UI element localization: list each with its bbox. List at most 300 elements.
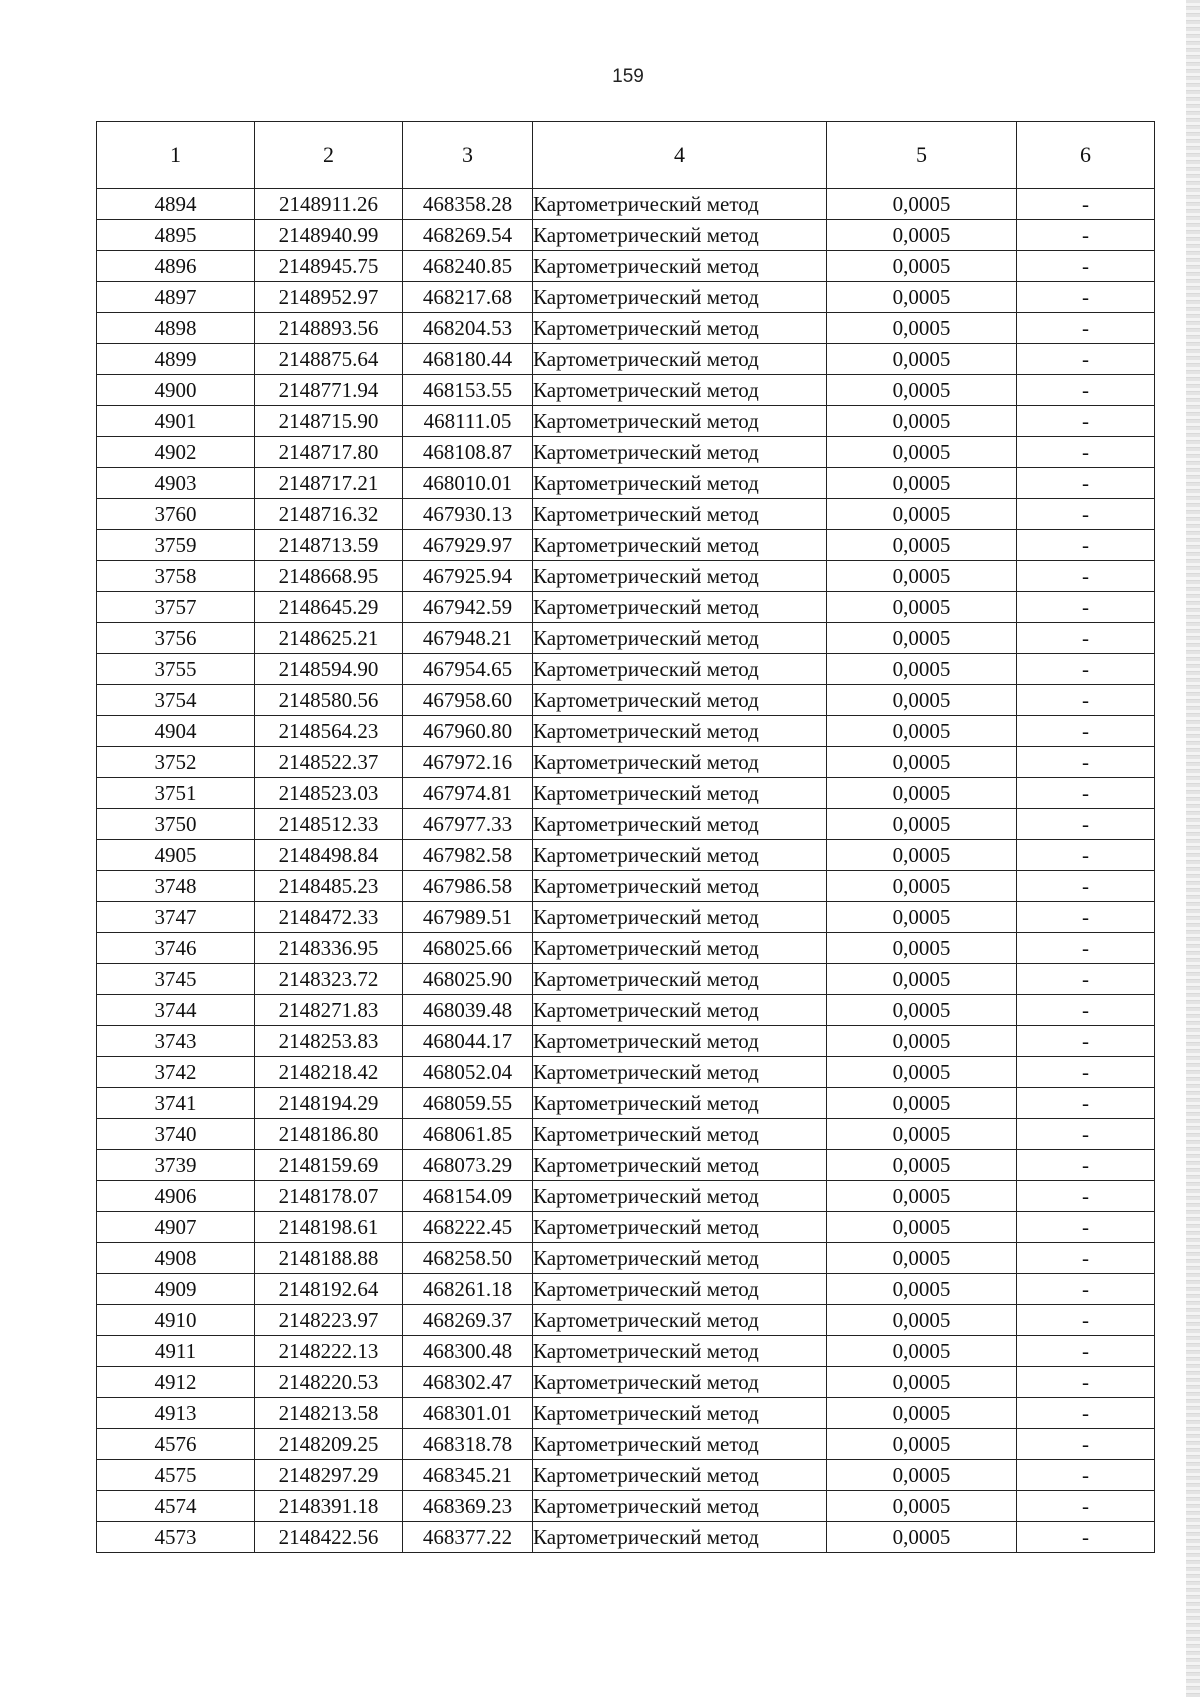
table-row — [97, 1026, 1155, 1057]
cell-point-number: 4898 — [97, 313, 255, 344]
cell-coordinate-x: 2148297.29 — [255, 1460, 403, 1491]
table-row — [97, 1274, 1155, 1305]
cell-point-number: 4905 — [97, 840, 255, 871]
cell-coordinate-y: 468073.29 — [403, 1150, 533, 1181]
cell-note: - — [1017, 1243, 1155, 1274]
cell-coordinate-y: 468039.48 — [403, 995, 533, 1026]
cell-coordinate-x: 2148188.88 — [255, 1243, 403, 1274]
cell-note: - — [1017, 1057, 1155, 1088]
cell-coordinate-x: 2148220.53 — [255, 1367, 403, 1398]
cell-method: Картометрический метод — [533, 1026, 827, 1057]
cell-note: - — [1017, 344, 1155, 375]
cell-point-number: 3747 — [97, 902, 255, 933]
table-row — [97, 1305, 1155, 1336]
cell-accuracy: 0,0005 — [827, 1212, 1017, 1243]
cell-method: Картометрический метод — [533, 1243, 827, 1274]
cell-coordinate-y: 468300.48 — [403, 1336, 533, 1367]
cell-accuracy: 0,0005 — [827, 313, 1017, 344]
cell-point-number: 3755 — [97, 654, 255, 685]
cell-method: Картометрический метод — [533, 747, 827, 778]
cell-point-number: 4903 — [97, 468, 255, 499]
cell-coordinate-x: 2148911.26 — [255, 189, 403, 220]
column-header-1: 1 — [97, 122, 255, 189]
cell-accuracy: 0,0005 — [827, 282, 1017, 313]
cell-method: Картометрический метод — [533, 1119, 827, 1150]
table-row — [97, 933, 1155, 964]
cell-accuracy: 0,0005 — [827, 375, 1017, 406]
table-row — [97, 747, 1155, 778]
cell-method: Картометрический метод — [533, 1429, 827, 1460]
cell-coordinate-y: 468377.22 — [403, 1522, 533, 1553]
cell-point-number: 4896 — [97, 251, 255, 282]
cell-point-number: 3756 — [97, 623, 255, 654]
cell-point-number: 4576 — [97, 1429, 255, 1460]
cell-accuracy: 0,0005 — [827, 1367, 1017, 1398]
table-row — [97, 282, 1155, 313]
cell-note: - — [1017, 561, 1155, 592]
cell-coordinate-y: 468010.01 — [403, 468, 533, 499]
cell-coordinate-x: 2148159.69 — [255, 1150, 403, 1181]
cell-coordinate-x: 2148668.95 — [255, 561, 403, 592]
scan-edge — [1186, 0, 1200, 1697]
table-row — [97, 1460, 1155, 1491]
cell-accuracy: 0,0005 — [827, 716, 1017, 747]
cell-coordinate-x: 2148186.80 — [255, 1119, 403, 1150]
cell-coordinate-y: 467948.21 — [403, 623, 533, 654]
cell-point-number: 3748 — [97, 871, 255, 902]
cell-note: - — [1017, 1398, 1155, 1429]
cell-note: - — [1017, 189, 1155, 220]
table-row — [97, 1088, 1155, 1119]
cell-accuracy: 0,0005 — [827, 1088, 1017, 1119]
cell-method: Картометрический метод — [533, 995, 827, 1026]
cell-note: - — [1017, 809, 1155, 840]
cell-point-number: 3745 — [97, 964, 255, 995]
cell-note: - — [1017, 1119, 1155, 1150]
cell-accuracy: 0,0005 — [827, 561, 1017, 592]
cell-method: Картометрический метод — [533, 840, 827, 871]
cell-point-number: 3750 — [97, 809, 255, 840]
cell-coordinate-y: 467989.51 — [403, 902, 533, 933]
table-row — [97, 1491, 1155, 1522]
cell-point-number: 3752 — [97, 747, 255, 778]
table-row — [97, 313, 1155, 344]
column-header-3: 3 — [403, 122, 533, 189]
cell-accuracy: 0,0005 — [827, 964, 1017, 995]
cell-coordinate-y: 468180.44 — [403, 344, 533, 375]
table-row — [97, 1150, 1155, 1181]
cell-point-number: 3743 — [97, 1026, 255, 1057]
cell-coordinate-x: 2148223.97 — [255, 1305, 403, 1336]
cell-coordinate-y: 468301.01 — [403, 1398, 533, 1429]
cell-accuracy: 0,0005 — [827, 468, 1017, 499]
cell-coordinate-x: 2148717.80 — [255, 437, 403, 468]
cell-coordinate-y: 467977.33 — [403, 809, 533, 840]
cell-point-number: 3754 — [97, 685, 255, 716]
table-row — [97, 1429, 1155, 1460]
cell-coordinate-x: 2148198.61 — [255, 1212, 403, 1243]
cell-note: - — [1017, 778, 1155, 809]
cell-accuracy: 0,0005 — [827, 902, 1017, 933]
cell-method: Картометрический метод — [533, 1336, 827, 1367]
cell-note: - — [1017, 1429, 1155, 1460]
page-number: 159 — [612, 66, 644, 87]
cell-note: - — [1017, 1522, 1155, 1553]
cell-method: Картометрический метод — [533, 685, 827, 716]
cell-coordinate-y: 468108.87 — [403, 437, 533, 468]
cell-note: - — [1017, 1181, 1155, 1212]
cell-coordinate-x: 2148218.42 — [255, 1057, 403, 1088]
cell-accuracy: 0,0005 — [827, 995, 1017, 1026]
cell-coordinate-y: 467929.97 — [403, 530, 533, 561]
cell-accuracy: 0,0005 — [827, 778, 1017, 809]
cell-method: Картометрический метод — [533, 1305, 827, 1336]
cell-coordinate-x: 2148222.13 — [255, 1336, 403, 1367]
cell-point-number: 4904 — [97, 716, 255, 747]
cell-point-number: 4574 — [97, 1491, 255, 1522]
cell-point-number: 4899 — [97, 344, 255, 375]
cell-method: Картометрический метод — [533, 1181, 827, 1212]
cell-accuracy: 0,0005 — [827, 1336, 1017, 1367]
cell-coordinate-x: 2148715.90 — [255, 406, 403, 437]
cell-method: Картометрический метод — [533, 933, 827, 964]
cell-method: Картометрический метод — [533, 1491, 827, 1522]
cell-note: - — [1017, 282, 1155, 313]
cell-coordinate-x: 2148522.37 — [255, 747, 403, 778]
cell-accuracy: 0,0005 — [827, 1429, 1017, 1460]
table-row — [97, 1243, 1155, 1274]
cell-method: Картометрический метод — [533, 313, 827, 344]
cell-note: - — [1017, 530, 1155, 561]
table-row — [97, 871, 1155, 902]
cell-method: Картометрический метод — [533, 561, 827, 592]
cell-point-number: 4900 — [97, 375, 255, 406]
cell-note: - — [1017, 1460, 1155, 1491]
cell-method: Картометрический метод — [533, 1274, 827, 1305]
cell-note: - — [1017, 499, 1155, 530]
table-row — [97, 499, 1155, 530]
cell-method: Картометрический метод — [533, 1088, 827, 1119]
cell-method: Картометрический метод — [533, 1057, 827, 1088]
cell-point-number: 4894 — [97, 189, 255, 220]
cell-method: Картометрический метод — [533, 778, 827, 809]
cell-note: - — [1017, 220, 1155, 251]
cell-accuracy: 0,0005 — [827, 220, 1017, 251]
cell-point-number: 4902 — [97, 437, 255, 468]
cell-point-number: 4906 — [97, 1181, 255, 1212]
cell-accuracy: 0,0005 — [827, 406, 1017, 437]
table-body — [97, 189, 1155, 1553]
cell-coordinate-x: 2148512.33 — [255, 809, 403, 840]
table-row — [97, 468, 1155, 499]
cell-method: Картометрический метод — [533, 189, 827, 220]
cell-coordinate-x: 2148209.25 — [255, 1429, 403, 1460]
cell-note: - — [1017, 592, 1155, 623]
cell-note: - — [1017, 1305, 1155, 1336]
cell-note: - — [1017, 1150, 1155, 1181]
cell-note: - — [1017, 1367, 1155, 1398]
table-row — [97, 406, 1155, 437]
table-row — [97, 1398, 1155, 1429]
cell-note: - — [1017, 313, 1155, 344]
cell-accuracy: 0,0005 — [827, 1274, 1017, 1305]
cell-note: - — [1017, 251, 1155, 282]
cell-point-number: 4911 — [97, 1336, 255, 1367]
cell-coordinate-y: 468217.68 — [403, 282, 533, 313]
cell-note: - — [1017, 1274, 1155, 1305]
cell-coordinate-y: 467925.94 — [403, 561, 533, 592]
table-row — [97, 1119, 1155, 1150]
cell-coordinate-x: 2148625.21 — [255, 623, 403, 654]
table-row — [97, 251, 1155, 282]
cell-coordinate-x: 2148422.56 — [255, 1522, 403, 1553]
cell-coordinate-y: 468261.18 — [403, 1274, 533, 1305]
table-row — [97, 964, 1155, 995]
table-row — [97, 623, 1155, 654]
cell-coordinate-y: 467958.60 — [403, 685, 533, 716]
cell-coordinate-y: 468345.21 — [403, 1460, 533, 1491]
table-header-row — [97, 122, 1155, 189]
cell-point-number: 3759 — [97, 530, 255, 561]
cell-note: - — [1017, 995, 1155, 1026]
cell-point-number: 4909 — [97, 1274, 255, 1305]
cell-coordinate-y: 468153.55 — [403, 375, 533, 406]
cell-point-number: 4575 — [97, 1460, 255, 1491]
cell-method: Картометрический метод — [533, 809, 827, 840]
cell-coordinate-x: 2148713.59 — [255, 530, 403, 561]
cell-point-number: 3740 — [97, 1119, 255, 1150]
table-row — [97, 1181, 1155, 1212]
table-row — [97, 220, 1155, 251]
cell-accuracy: 0,0005 — [827, 933, 1017, 964]
column-header-4: 4 — [533, 122, 827, 189]
cell-coordinate-x: 2148716.32 — [255, 499, 403, 530]
cell-coordinate-y: 467942.59 — [403, 592, 533, 623]
cell-point-number: 3744 — [97, 995, 255, 1026]
cell-coordinate-y: 468369.23 — [403, 1491, 533, 1522]
cell-coordinate-y: 468258.50 — [403, 1243, 533, 1274]
cell-coordinate-y: 468269.54 — [403, 220, 533, 251]
cell-accuracy: 0,0005 — [827, 1243, 1017, 1274]
cell-coordinate-y: 468111.05 — [403, 406, 533, 437]
table-row — [97, 778, 1155, 809]
cell-coordinate-x: 2148192.64 — [255, 1274, 403, 1305]
cell-coordinate-x: 2148391.18 — [255, 1491, 403, 1522]
cell-point-number: 4910 — [97, 1305, 255, 1336]
cell-accuracy: 0,0005 — [827, 871, 1017, 902]
cell-coordinate-x: 2148645.29 — [255, 592, 403, 623]
cell-coordinate-y: 467930.13 — [403, 499, 533, 530]
cell-coordinate-x: 2148564.23 — [255, 716, 403, 747]
cell-point-number: 4573 — [97, 1522, 255, 1553]
cell-coordinate-x: 2148717.21 — [255, 468, 403, 499]
cell-coordinate-y: 468052.04 — [403, 1057, 533, 1088]
cell-accuracy: 0,0005 — [827, 437, 1017, 468]
cell-coordinate-x: 2148952.97 — [255, 282, 403, 313]
cell-point-number: 3741 — [97, 1088, 255, 1119]
cell-method: Картометрический метод — [533, 623, 827, 654]
cell-note: - — [1017, 623, 1155, 654]
cell-note: - — [1017, 468, 1155, 499]
cell-coordinate-x: 2148213.58 — [255, 1398, 403, 1429]
cell-note: - — [1017, 716, 1155, 747]
column-header-6: 6 — [1017, 122, 1155, 189]
cell-note: - — [1017, 964, 1155, 995]
cell-note: - — [1017, 375, 1155, 406]
cell-method: Картометрический метод — [533, 1522, 827, 1553]
cell-coordinate-x: 2148893.56 — [255, 313, 403, 344]
cell-accuracy: 0,0005 — [827, 592, 1017, 623]
table-row — [97, 1057, 1155, 1088]
table-row — [97, 840, 1155, 871]
cell-method: Картометрический метод — [533, 1460, 827, 1491]
cell-point-number: 4912 — [97, 1367, 255, 1398]
cell-method: Картометрический метод — [533, 902, 827, 933]
column-header-5: 5 — [827, 122, 1017, 189]
table-row — [97, 592, 1155, 623]
cell-coordinate-x: 2148498.84 — [255, 840, 403, 871]
cell-point-number: 3739 — [97, 1150, 255, 1181]
table-row — [97, 1522, 1155, 1553]
cell-method: Картометрический метод — [533, 1398, 827, 1429]
cell-note: - — [1017, 902, 1155, 933]
cell-coordinate-x: 2148336.95 — [255, 933, 403, 964]
cell-coordinate-y: 468059.55 — [403, 1088, 533, 1119]
cell-coordinate-x: 2148194.29 — [255, 1088, 403, 1119]
cell-note: - — [1017, 1026, 1155, 1057]
cell-accuracy: 0,0005 — [827, 1026, 1017, 1057]
cell-coordinate-y: 468154.09 — [403, 1181, 533, 1212]
cell-accuracy: 0,0005 — [827, 1460, 1017, 1491]
cell-coordinate-y: 468358.28 — [403, 189, 533, 220]
cell-accuracy: 0,0005 — [827, 1305, 1017, 1336]
cell-method: Картометрический метод — [533, 1367, 827, 1398]
cell-coordinate-y: 468025.66 — [403, 933, 533, 964]
cell-point-number: 4897 — [97, 282, 255, 313]
table-row — [97, 716, 1155, 747]
cell-accuracy: 0,0005 — [827, 1491, 1017, 1522]
cell-coordinate-y: 468204.53 — [403, 313, 533, 344]
table-row — [97, 902, 1155, 933]
cell-note: - — [1017, 1336, 1155, 1367]
cell-accuracy: 0,0005 — [827, 747, 1017, 778]
cell-method: Картометрический метод — [533, 437, 827, 468]
cell-coordinate-y: 468318.78 — [403, 1429, 533, 1460]
cell-accuracy: 0,0005 — [827, 251, 1017, 282]
cell-coordinate-x: 2148580.56 — [255, 685, 403, 716]
cell-point-number: 3746 — [97, 933, 255, 964]
column-header-2: 2 — [255, 122, 403, 189]
cell-coordinate-x: 2148472.33 — [255, 902, 403, 933]
cell-coordinate-y: 467974.81 — [403, 778, 533, 809]
table-row — [97, 1336, 1155, 1367]
cell-coordinate-y: 467986.58 — [403, 871, 533, 902]
cell-coordinate-y: 468044.17 — [403, 1026, 533, 1057]
cell-note: - — [1017, 406, 1155, 437]
table-row — [97, 561, 1155, 592]
cell-accuracy: 0,0005 — [827, 654, 1017, 685]
cell-note: - — [1017, 1088, 1155, 1119]
cell-coordinate-y: 468222.45 — [403, 1212, 533, 1243]
cell-method: Картометрический метод — [533, 592, 827, 623]
cell-point-number: 3742 — [97, 1057, 255, 1088]
cell-coordinate-y: 468061.85 — [403, 1119, 533, 1150]
cell-accuracy: 0,0005 — [827, 623, 1017, 654]
table-row — [97, 437, 1155, 468]
table-row — [97, 1212, 1155, 1243]
cell-coordinate-x: 2148940.99 — [255, 220, 403, 251]
cell-accuracy: 0,0005 — [827, 530, 1017, 561]
cell-note: - — [1017, 1491, 1155, 1522]
cell-coordinate-y: 467972.16 — [403, 747, 533, 778]
cell-method: Картометрический метод — [533, 1212, 827, 1243]
cell-note: - — [1017, 933, 1155, 964]
cell-coordinate-x: 2148271.83 — [255, 995, 403, 1026]
cell-coordinate-x: 2148323.72 — [255, 964, 403, 995]
cell-accuracy: 0,0005 — [827, 1522, 1017, 1553]
cell-method: Картометрический метод — [533, 344, 827, 375]
cell-point-number: 3757 — [97, 592, 255, 623]
coordinates-table — [96, 121, 1155, 1553]
cell-coordinate-x: 2148253.83 — [255, 1026, 403, 1057]
cell-note: - — [1017, 1212, 1155, 1243]
cell-method: Картометрический метод — [533, 220, 827, 251]
cell-accuracy: 0,0005 — [827, 809, 1017, 840]
cell-coordinate-x: 2148485.23 — [255, 871, 403, 902]
table-row — [97, 344, 1155, 375]
cell-note: - — [1017, 437, 1155, 468]
cell-note: - — [1017, 747, 1155, 778]
cell-accuracy: 0,0005 — [827, 499, 1017, 530]
cell-coordinate-y: 468240.85 — [403, 251, 533, 282]
cell-accuracy: 0,0005 — [827, 1181, 1017, 1212]
cell-accuracy: 0,0005 — [827, 1398, 1017, 1429]
cell-method: Картометрический метод — [533, 251, 827, 282]
table-row — [97, 1367, 1155, 1398]
cell-method: Картометрический метод — [533, 375, 827, 406]
cell-note: - — [1017, 840, 1155, 871]
cell-method: Картометрический метод — [533, 468, 827, 499]
cell-point-number: 4908 — [97, 1243, 255, 1274]
table-row — [97, 375, 1155, 406]
cell-point-number: 3758 — [97, 561, 255, 592]
table-row — [97, 995, 1155, 1026]
cell-point-number: 4907 — [97, 1212, 255, 1243]
cell-note: - — [1017, 654, 1155, 685]
cell-coordinate-x: 2148594.90 — [255, 654, 403, 685]
cell-coordinate-y: 468025.90 — [403, 964, 533, 995]
cell-note: - — [1017, 871, 1155, 902]
cell-method: Картометрический метод — [533, 530, 827, 561]
cell-method: Картометрический метод — [533, 1150, 827, 1181]
cell-method: Картометрический метод — [533, 282, 827, 313]
cell-point-number: 3751 — [97, 778, 255, 809]
cell-accuracy: 0,0005 — [827, 344, 1017, 375]
cell-point-number: 4913 — [97, 1398, 255, 1429]
table-row — [97, 685, 1155, 716]
cell-method: Картометрический метод — [533, 499, 827, 530]
cell-note: - — [1017, 685, 1155, 716]
cell-coordinate-x: 2148875.64 — [255, 344, 403, 375]
cell-accuracy: 0,0005 — [827, 1119, 1017, 1150]
cell-point-number: 4901 — [97, 406, 255, 437]
cell-accuracy: 0,0005 — [827, 1057, 1017, 1088]
cell-coordinate-x: 2148771.94 — [255, 375, 403, 406]
cell-method: Картометрический метод — [533, 871, 827, 902]
cell-method: Картометрический метод — [533, 964, 827, 995]
cell-method: Картометрический метод — [533, 654, 827, 685]
cell-accuracy: 0,0005 — [827, 1150, 1017, 1181]
